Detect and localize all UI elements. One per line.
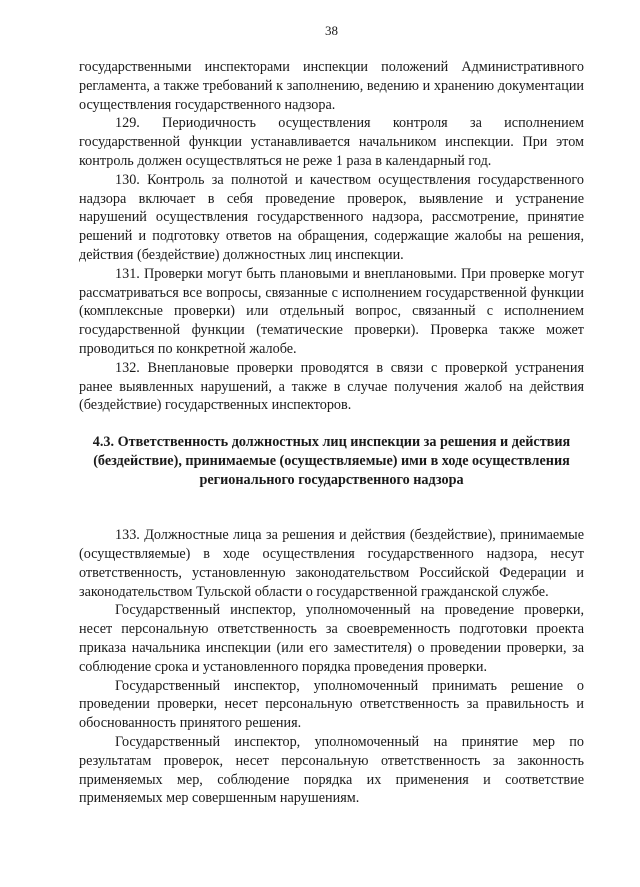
- paragraph-131: 131. Проверки могут быть плановыми и внеплановыми. При проверке могут рассматриваться все вопросы, связанные с исполнением государственной функции (комплексные проверки) или отдельный вопрос, связанный с исполнением государственной функции (тематические проверки). Проверка также может проводиться по конкретной жалобе.: [79, 265, 584, 357]
- paragraph-inspector-measures-responsibility: Государственный инспектор, уполномоченный на принятие мер по результатам проверок, несет персональную ответственность за законность применяемых мер, соблюдение порядка их применения и соответствие применяемых мер совершенным нарушениям.: [79, 733, 584, 807]
- document-page: [79, 22, 584, 808]
- paragraph-132: 132. Внеплановые проверки проводятся в связи с проверкой устранения ранее выявленных нарушений, а также в случае получения жалоб на действия (бездействие) государственных инспекторов.: [79, 359, 584, 414]
- section-heading: 4.3. Ответственность должностных лиц инспекции за решения и действия (бездействие), принимаемые (осуществляемые) ими в ходе осуществления регионального государственного надзора: [92, 434, 571, 489]
- paragraph-inspector-check-responsibility: Государственный инспектор, уполномоченный на проведение проверки, несет персональную ответственность за своевременность подготовки проекта приказа начальника инспекции (или его заместителя) о проведении проверки, за соблюдение срока и установленного порядка проведения проверки.: [79, 602, 584, 675]
- paragraph-inspector-decision-responsibility: Государственный инспектор, уполномоченный принимать решение о проведении проверки, несет персональную ответственность за правильность и обоснованность принятого решения.: [79, 677, 584, 732]
- paragraph-130: 130. Контроль за полнотой и качеством осуществления государственного надзора включает в себя проведение проверок, выявление и устранение нарушений осуществления государственного надзора, рассмотрение, принятие решений и подготовку ответов на обращения, содержащие жалобы на решения, действия (бездействие) должностных лиц инспекции.: [79, 171, 584, 263]
- paragraph-129: 129. Периодичность осуществления контроля за исполнением государственной функции устанавливается начальником инспекции. При этом контроль должен осуществляться не реже 1 раза в календарный год.: [79, 115, 584, 169]
- paragraph-133: 133. Должностные лица за решения и действия (бездействие), принимаемые (осуществляемые) в ходе осуществления государственного надзора, несут ответственность, установленную законодательством Российской Федерации и законодательством Тульской области о государственной гражданской службе.: [79, 527, 584, 600]
- paragraph-continuation: государственными инспекторами инспекции положений Административного регламента, а также требований к заполнению, ведению и хранению документации осуществления государственного надзора.: [79, 59, 584, 113]
- page-number: 38: [325, 23, 338, 38]
